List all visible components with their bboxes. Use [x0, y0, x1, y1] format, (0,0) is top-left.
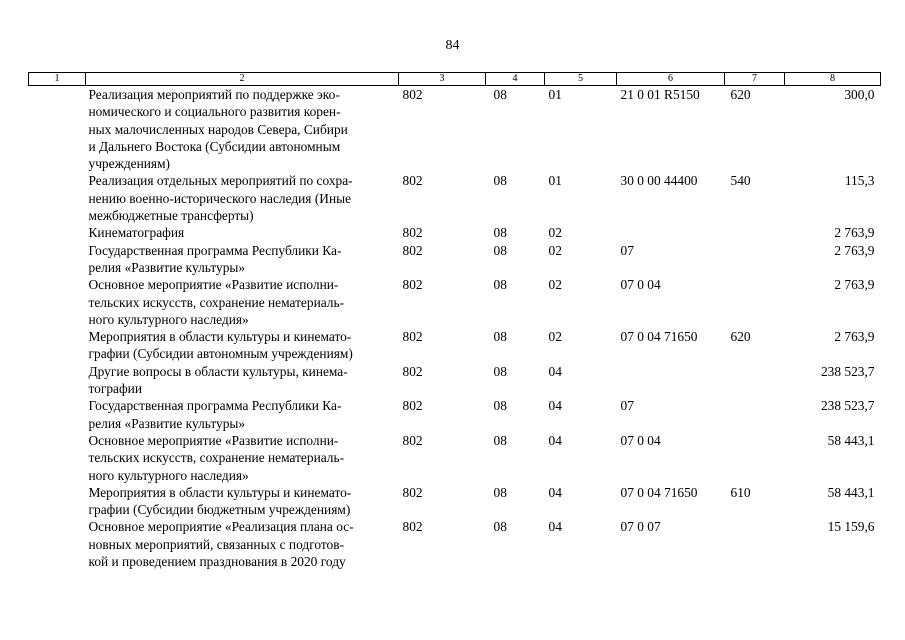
- name-line: номического и социального развития корен-: [88, 104, 341, 120]
- cell-section: 08: [493, 329, 507, 345]
- header-col-4: 4: [486, 73, 545, 86]
- table-row: [29, 363, 881, 398]
- cell-subsection: 04: [548, 363, 562, 379]
- cell-target-item: 07 0 04 71650: [620, 484, 698, 500]
- cell-section: 08: [493, 432, 507, 448]
- cell-section: 08: [493, 484, 507, 500]
- header-col-1: 1: [29, 73, 86, 86]
- cell-department: 802: [402, 432, 423, 448]
- cell-name: [86, 363, 399, 398]
- cell-target-item: 07 0 04: [620, 432, 661, 448]
- cell-expense-type: [725, 224, 785, 241]
- cell-section: 08: [493, 87, 507, 102]
- cell-col-1: [29, 328, 86, 363]
- header-col-2: 2: [86, 73, 399, 86]
- cell-col-1: [29, 86, 86, 173]
- cell-target-item: 07: [620, 242, 634, 258]
- name-line: учреждениям): [88, 156, 171, 172]
- cell-subsection: 02: [548, 277, 562, 293]
- cell-expense-type: 540: [730, 173, 751, 189]
- cell-name: [86, 172, 399, 224]
- cell-subsection: 04: [548, 398, 562, 414]
- header-row: [29, 73, 881, 86]
- table-row: [29, 86, 881, 173]
- name-line: Государственная программа Республики Ка-: [88, 242, 342, 258]
- name-line: графии (Субсидии бюджетным учреждениям): [88, 502, 351, 518]
- cell-department: 802: [402, 329, 423, 345]
- cell-target-item: 07: [620, 398, 634, 414]
- name-line: межбюджетные трансферты): [88, 208, 254, 224]
- name-line: и Дальнего Востока (Субсидии автономным: [88, 138, 341, 154]
- cell-name: [86, 328, 399, 363]
- cell-target-item: 07 0 07: [620, 519, 661, 535]
- cell-col-1: [29, 432, 86, 484]
- name-line: тельских искусств, сохранение нематериаль-: [88, 294, 345, 310]
- cell-col-1: [29, 518, 86, 570]
- cell-expense-type: [725, 397, 785, 432]
- cell-name: [86, 242, 399, 277]
- name-line: Основное мероприятие «Реализация плана ос-: [88, 519, 354, 535]
- cell-name: [86, 224, 399, 241]
- table-row: [29, 276, 881, 328]
- name-line: нению военно-исторического наследия (Иные: [88, 190, 352, 206]
- cell-department: 802: [402, 484, 423, 500]
- cell-department: 802: [402, 363, 423, 379]
- cell-amount: 2 763,9: [834, 277, 875, 293]
- cell-department: 802: [402, 398, 423, 414]
- cell-subsection: 02: [548, 329, 562, 345]
- cell-section: 08: [493, 242, 507, 258]
- cell-name: [86, 518, 399, 570]
- name-line: тельских искусств, сохранение нематериаль-: [88, 450, 345, 466]
- budget-table: [28, 72, 881, 570]
- cell-amount: 15 159,6: [827, 519, 875, 535]
- cell-section: 08: [493, 225, 507, 241]
- cell-target-item: 30 0 00 44400: [620, 173, 698, 189]
- cell-target-item: [617, 363, 725, 398]
- cell-col-1: [29, 224, 86, 241]
- name-line: ного культурного наследия»: [88, 311, 249, 327]
- cell-amount: 115,3: [844, 173, 875, 189]
- cell-target-item: 07 0 04: [620, 277, 661, 293]
- table-row: [29, 484, 881, 519]
- table-row: [29, 518, 881, 570]
- cell-subsection: 04: [548, 484, 562, 500]
- name-line: Мероприятия в области культуры и кинемато-: [88, 329, 352, 345]
- name-line: Реализация мероприятий по поддержке эко-: [88, 87, 340, 102]
- header-col-8: 8: [785, 73, 881, 86]
- name-line: Другие вопросы в области культуры, кинема-: [88, 363, 348, 379]
- name-line: Государственная программа Республики Ка-: [88, 398, 342, 414]
- cell-target-item: [617, 224, 725, 241]
- cell-amount: 58 443,1: [827, 432, 875, 448]
- cell-subsection: 04: [548, 519, 562, 535]
- cell-subsection: 02: [548, 242, 562, 258]
- cell-name: [86, 276, 399, 328]
- header-col-5: 5: [545, 73, 617, 86]
- name-line: Кинематография: [88, 225, 185, 241]
- header-col-6: 6: [617, 73, 725, 86]
- name-line: Основное мероприятие «Развитие исполни-: [88, 277, 339, 293]
- cell-section: 08: [493, 277, 507, 293]
- cell-section: 08: [493, 363, 507, 379]
- cell-target-item: 21 0 01 R5150: [620, 87, 700, 102]
- cell-expense-type: [725, 242, 785, 277]
- cell-col-1: [29, 397, 86, 432]
- cell-department: 802: [402, 277, 423, 293]
- cell-expense-type: [725, 276, 785, 328]
- name-line: графии (Субсидии автономным учреждениям): [88, 346, 353, 362]
- table-row: [29, 432, 881, 484]
- cell-amount: 2 763,9: [834, 225, 875, 241]
- cell-expense-type: 620: [730, 329, 751, 345]
- cell-col-1: [29, 484, 86, 519]
- cell-department: 802: [402, 519, 423, 535]
- name-line: тографии: [88, 381, 143, 397]
- cell-expense-type: [725, 363, 785, 398]
- page-number: 84: [445, 38, 460, 53]
- cell-col-1: [29, 363, 86, 398]
- cell-section: 08: [493, 398, 507, 414]
- cell-name: [86, 432, 399, 484]
- cell-subsection: 01: [548, 173, 562, 189]
- name-line: новных мероприятий, связанных с подготов-: [88, 536, 345, 552]
- table-row: [29, 242, 881, 277]
- cell-target-item: 07 0 04 71650: [620, 329, 698, 345]
- cell-name: [86, 397, 399, 432]
- table-row: [29, 172, 881, 224]
- name-line: релия «Развитие культуры»: [88, 259, 246, 275]
- table-row: [29, 224, 881, 241]
- name-line: ных малочисленных народов Севера, Сибири: [88, 121, 348, 137]
- name-line: ного культурного наследия»: [88, 467, 249, 483]
- name-line: Основное мероприятие «Развитие исполни-: [88, 432, 339, 448]
- cell-amount: 238 523,7: [820, 363, 875, 379]
- table-row: [29, 397, 881, 432]
- cell-department: 802: [402, 242, 423, 258]
- cell-subsection: 02: [548, 225, 562, 241]
- cell-name: [86, 86, 399, 173]
- cell-amount: 58 443,1: [827, 484, 875, 500]
- cell-amount: 2 763,9: [834, 329, 875, 345]
- table-row: [29, 328, 881, 363]
- cell-expense-type: 620: [730, 87, 751, 102]
- cell-amount: 2 763,9: [834, 242, 875, 258]
- cell-department: 802: [402, 225, 423, 241]
- name-line: Реализация отдельных мероприятий по сохра-: [88, 173, 353, 189]
- cell-col-1: [29, 242, 86, 277]
- cell-department: 802: [402, 87, 423, 102]
- cell-subsection: 04: [548, 432, 562, 448]
- header-col-3: 3: [399, 73, 486, 86]
- table-header: [29, 73, 881, 86]
- name-line: Мероприятия в области культуры и кинемато-: [88, 484, 352, 500]
- cell-subsection: 01: [548, 87, 562, 102]
- cell-expense-type: 610: [730, 484, 751, 500]
- cell-col-1: [29, 172, 86, 224]
- name-line: кой и проведением празднования в 2020 году: [88, 554, 346, 570]
- table-body: [29, 86, 881, 571]
- cell-expense-type: [725, 432, 785, 484]
- cell-department: 802: [402, 173, 423, 189]
- cell-amount: 300,0: [844, 87, 875, 102]
- name-line: релия «Развитие культуры»: [88, 415, 246, 431]
- header-col-7: 7: [725, 73, 785, 86]
- cell-name: [86, 484, 399, 519]
- cell-col-1: [29, 276, 86, 328]
- cell-amount: 238 523,7: [820, 398, 875, 414]
- cell-expense-type: [725, 518, 785, 570]
- cell-section: 08: [493, 173, 507, 189]
- cell-section: 08: [493, 519, 507, 535]
